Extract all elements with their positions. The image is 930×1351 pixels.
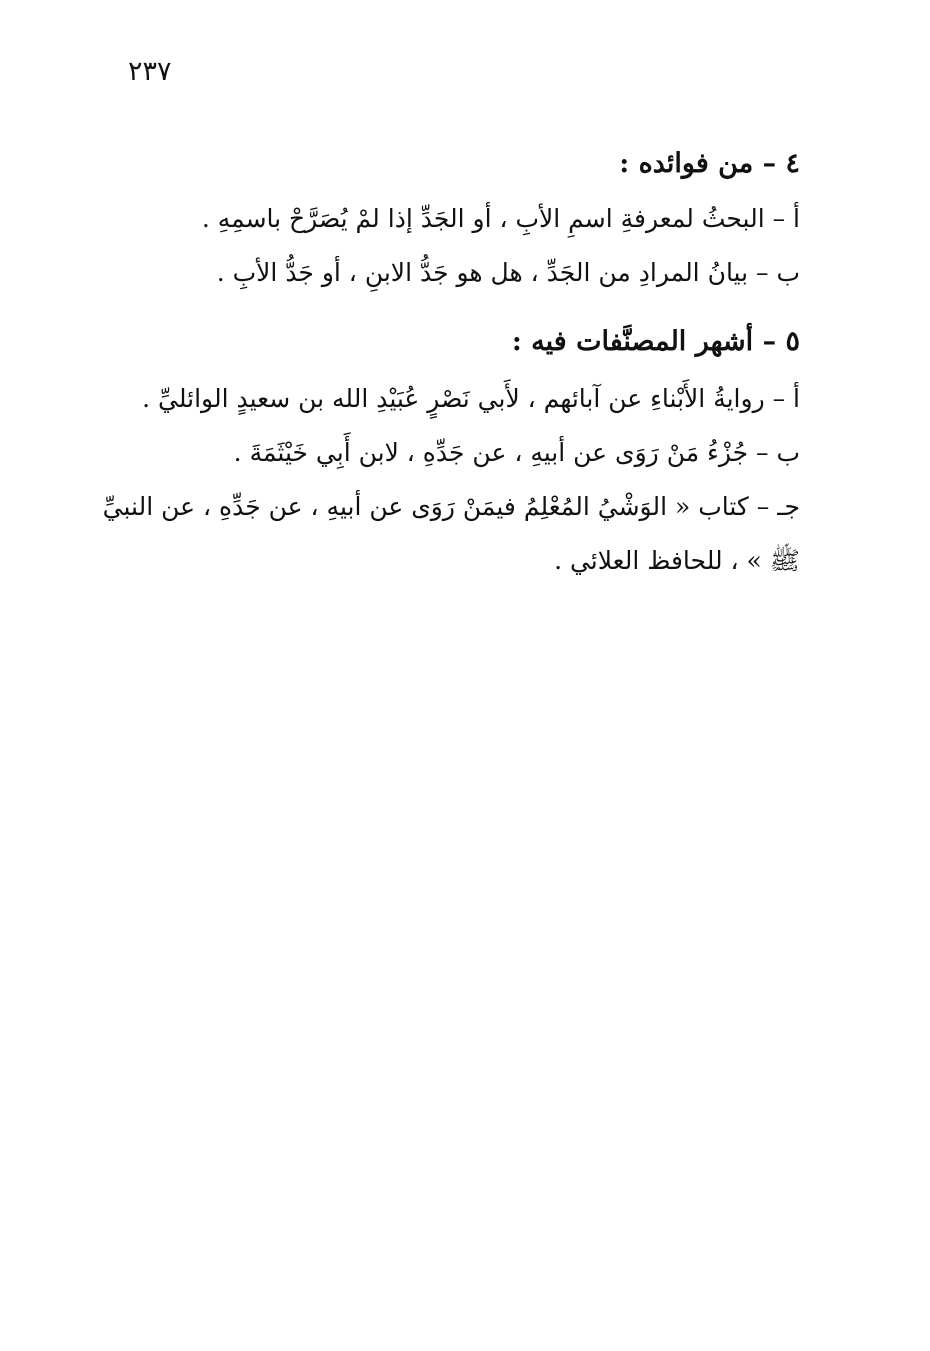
works-list xyxy=(100,372,800,588)
benefits-list xyxy=(100,192,800,300)
list-item: ب – بيانُ المرادِ من الجَدِّ ، هل هو جَدُّ الابنِ ، أو جَدُّ الأبِ . xyxy=(216,258,800,287)
page-number: ٢٣٧ xyxy=(128,56,172,87)
section-heading-works: ٥ – أشهر المصنَّفات فيه : xyxy=(511,326,800,357)
section-heading-benefits: ٤ – من فوائده : xyxy=(619,148,800,179)
list-item: جـ – كتاب « الوَشْيُ المُعْلِمُ فيمَنْ رَوَى عن أبيهِ ، عن جَدِّهِ ، عن النبيِّ ﷺ » ، للحافظ العلائي . xyxy=(102,492,800,575)
page-content xyxy=(100,140,800,588)
list-item: ب – جُزْءُ مَنْ رَوَى عن أبيهِ ، عن جَدِّهِ ، لابن أَبِي خَيْثَمَةَ . xyxy=(233,438,800,467)
list-item: أ – البحثُ لمعرفةِ اسمِ الأبِ ، أو الجَدِّ إذا لمْ يُصَرَّحْ باسمِهِ . xyxy=(201,204,800,233)
list-item: أ – روايةُ الأَبْناءِ عن آبائهم ، لأَبي نَصْرٍ عُبَيْدِ الله بن سعيدٍ الوائليِّ . xyxy=(142,384,800,413)
